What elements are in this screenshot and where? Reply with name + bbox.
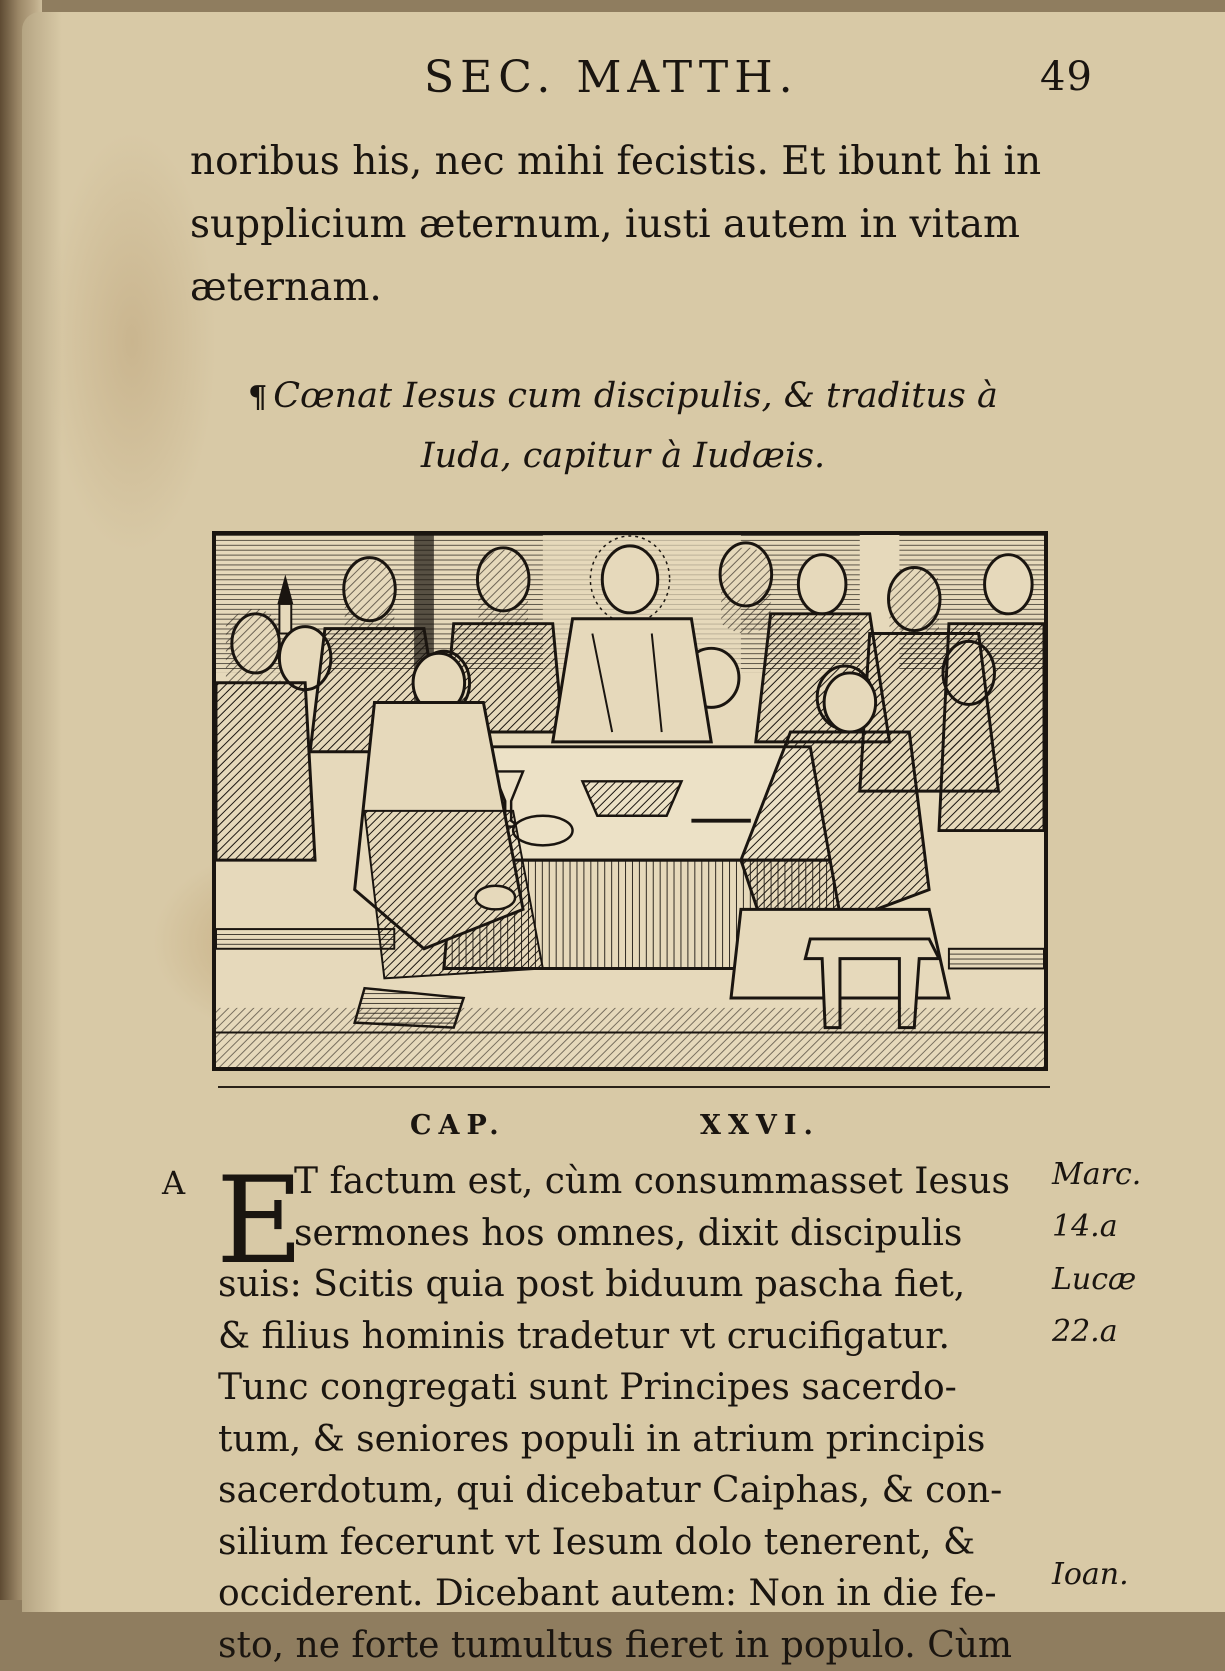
text-line: sermones hos omnes, dixit discipulis xyxy=(218,1208,1033,1260)
pilcrow-mark: ¶ xyxy=(248,380,267,415)
chapter-summary xyxy=(238,367,1008,485)
summary-text: Cœnat Iesus cum discipulis, & traditus à xyxy=(273,376,998,416)
text-line: æternam. xyxy=(190,256,1105,319)
margin-note: 22.a xyxy=(1052,1314,1152,1349)
text-line: T factum est, cùm consummasset Iesus xyxy=(218,1156,1033,1208)
margin-note: Lucæ xyxy=(1052,1262,1152,1297)
chapter-text xyxy=(218,1156,1033,1671)
margin-note: Marc. xyxy=(1052,1157,1152,1192)
chapter-heading-cap: CAP. xyxy=(410,1110,506,1141)
woodcut-illustration xyxy=(216,535,1044,1067)
text-line: supplicium æternum, iusti autem in vitam xyxy=(190,193,1105,256)
page-number: 49 xyxy=(1040,54,1093,100)
woodcut-rule xyxy=(218,1086,1050,1088)
section-letter: A xyxy=(162,1164,185,1202)
text-line: sto, ne forte tumultus fieret in populo. Cùm xyxy=(218,1620,1033,1671)
text-line: sacerdotum, qui dicebatur Caiphas, & con- xyxy=(218,1465,1033,1517)
text-line: occiderent. Dicebant autem: Non in die fe- xyxy=(218,1568,1033,1620)
text-line: tum, & seniores populi in atrium principis xyxy=(218,1414,1033,1466)
summary-line: Iuda, capitur à Iudæis. xyxy=(238,427,1008,485)
text-line: noribus his, nec mihi fecistis. Et ibunt hi in xyxy=(190,130,1105,193)
text-line: & filius hominis tradetur vt crucifigatur. xyxy=(218,1311,1033,1363)
margin-note: 14.a xyxy=(1052,1209,1152,1244)
last-supper-woodcut xyxy=(212,531,1048,1071)
book-page xyxy=(22,12,1225,1612)
text-line: suis: Scitis quia post biduum pascha fiet, xyxy=(218,1259,1033,1311)
chapter-heading-number: XXVI. xyxy=(700,1110,820,1141)
text-line: Tunc congregati sunt Principes sacerdo- xyxy=(218,1362,1033,1414)
text-line: silium fecerunt vt Iesum dolo tenerent, & xyxy=(218,1517,1033,1569)
margin-note: Ioan. xyxy=(1052,1557,1152,1592)
drop-cap: E xyxy=(216,1162,304,1282)
summary-line xyxy=(238,367,1008,427)
running-head: SEC. MATTH. xyxy=(424,52,799,103)
continued-text xyxy=(190,130,1105,319)
